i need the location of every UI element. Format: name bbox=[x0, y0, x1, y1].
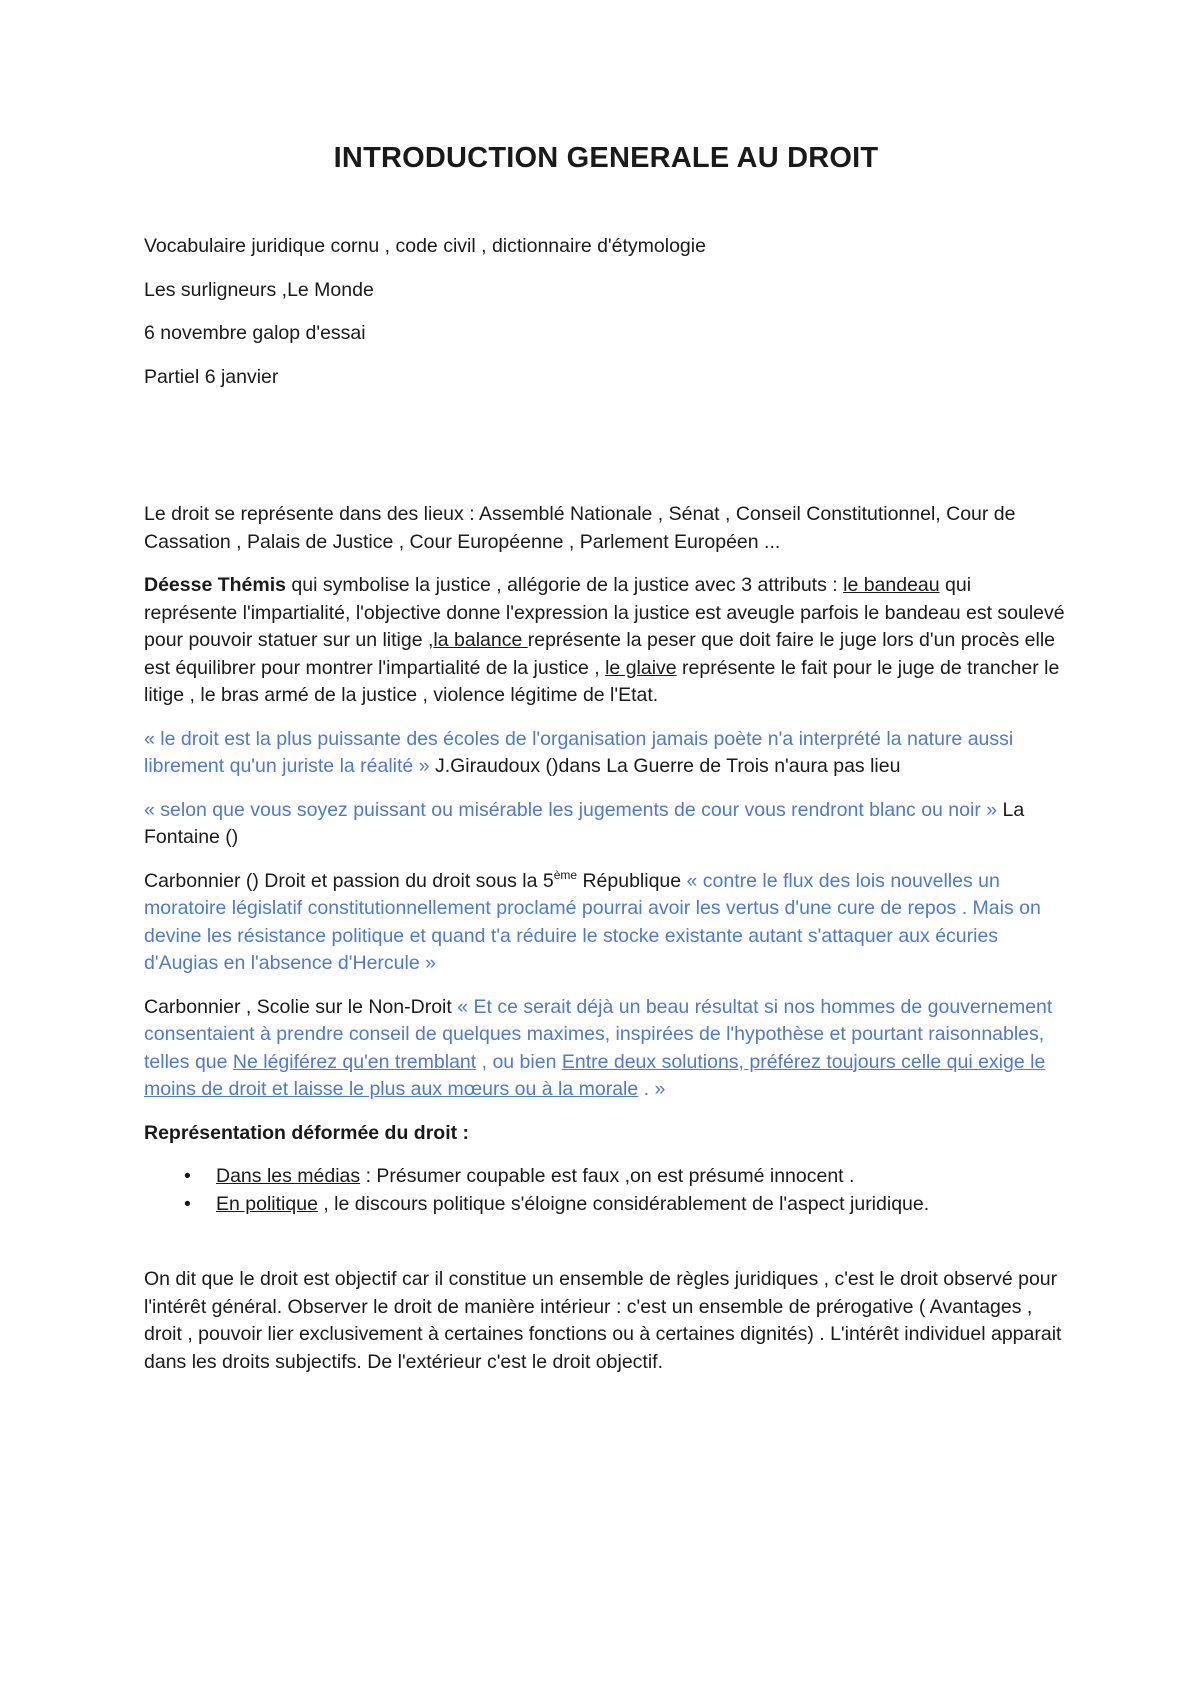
paragraph-themis bbox=[144, 572, 1068, 710]
ref-line-2: Les surligneurs ,Le Monde bbox=[144, 278, 374, 301]
list-item bbox=[184, 1163, 1068, 1191]
carbonnier2-quote-1: « Et ce serait déjà un beau résultat si nos hommes de gouvernement consentaient à prendre conseil de quelques maximes, inspirées de l'hypothèse et pourtant raisonnables, telles que bbox=[144, 995, 1053, 1073]
paragraph-carbonnier-2 bbox=[144, 994, 1068, 1104]
paragraph-fontaine bbox=[144, 797, 1068, 852]
ref-line-1: Vocabulaire juridique cornu , code civil , dictionnaire d'étymologie bbox=[144, 235, 706, 257]
carbonnier2-quote-3: . » bbox=[638, 1078, 666, 1100]
list-item-text: , le discours politique s'éloigne considérablement de l'aspect juridique. bbox=[317, 1192, 930, 1215]
carbonnier2-quote-2: , ou bien bbox=[476, 1050, 562, 1073]
list-item-label: En politique bbox=[216, 1192, 318, 1215]
bullet-icon: • bbox=[184, 1192, 191, 1215]
carbonnier2-maxim-1: Ne légiférez qu'en tremblant bbox=[232, 1050, 477, 1073]
themis-text-1: qui symbolise la justice , allégorie de la justice avec 3 attributs : bbox=[286, 574, 844, 596]
paragraph-lieux: Le droit se représente dans des lieux : Assemblé Nationale , Sénat , Conseil Constitutionnel, Cour de Cassation , Palais de Justice , Cour Européenne , Parlement Européen ... bbox=[144, 503, 1016, 553]
themis-text-3: représente la peser que doit faire le juge lors d'un procès elle est équilibrer pour montrer l'impartialité de la justice , bbox=[144, 629, 1056, 679]
document-title: INTRODUCTION GENERALE AU DROIT bbox=[333, 142, 879, 174]
themis-text-2: qui représente l'impartialité, l'objective donne l'expression la justice est aveugle parfois le bandeau est soulevé pour pouvoir statuer sur un litige , bbox=[144, 574, 1065, 651]
themis-heading: Déesse Thémis bbox=[144, 574, 286, 596]
paragraph-giraudoux bbox=[144, 726, 1068, 781]
themis-balance: la balance bbox=[433, 629, 528, 651]
themis-bandeau: le bandeau bbox=[843, 574, 940, 596]
ref-line-3: 6 novembre galop d'essai bbox=[144, 322, 366, 344]
themis-text-4: représente le fait pour le juge de trancher le litige , le bras armé de la justice , violence légitime de l'Etat. bbox=[144, 656, 1060, 706]
giraudoux-quote: « le droit est la plus puissante des écoles de l'organisation jamais poète n'a interprété la nature aussi librement qu'un juriste la réalité » bbox=[144, 727, 1014, 777]
paragraph-carbonnier-1 bbox=[144, 868, 1068, 978]
carbonnier1-text-2: République bbox=[577, 869, 687, 892]
deformee-list bbox=[144, 1163, 1068, 1218]
list-item-label: Dans les médias bbox=[216, 1165, 361, 1187]
carbonnier1-sup: ème bbox=[553, 867, 578, 882]
list-item bbox=[184, 1191, 1068, 1219]
carbonnier2-maxim-2: Entre deux solutions, préférez toujours celle qui exige le moins de droit et laisse le plus aux mœurs ou à la morale bbox=[144, 1050, 1046, 1100]
ref-line-4: Partiel 6 janvier bbox=[144, 365, 279, 388]
fontaine-source: La Fontaine () bbox=[144, 798, 1025, 848]
giraudoux-source: J.Giraudoux ()dans La Guerre de Trois n'aura pas lieu bbox=[429, 755, 901, 777]
bullet-icon: • bbox=[184, 1165, 191, 1187]
themis-glaive: le glaive bbox=[605, 656, 677, 679]
carbonnier1-quote: « contre le flux des lois nouvelles un moratoire législatif constitutionnellement proclamé pourrai avoir les vertus d'une cure de repos . Mais on devine les résistance politique et quand t'a réduire le stocke existante autant s'attaquer aux écuries d'Augias en l'absence d'Hercule » bbox=[144, 869, 1041, 974]
carbonnier1-text-1: Carbonnier () Droit et passion du droit sous la 5 bbox=[144, 869, 554, 892]
carbonnier2-text-1: Carbonnier , Scolie sur le Non-Droit bbox=[144, 995, 458, 1018]
paragraph-objectif: On dit que le droit est objectif car il constitue un ensemble de règles juridiques , c'est le droit observé pour l'intérêt général. Observer le droit de manière intérieur : c'est un ensemble de prérogative ( Avantages , droit , pouvoir lier exclusivement à certaines fonctions ou à certaines dignités) . L'intérêt individuel apparait dans les droits subjectifs. De l'extérieur c'est le droit objectif. bbox=[144, 1268, 1062, 1373]
deformee-heading: Représentation déformée du droit : bbox=[144, 1121, 470, 1144]
fontaine-quote: « selon que vous soyez puissant ou misérable les jugements de cour vous rendront blanc ou noir » bbox=[144, 798, 998, 821]
list-item-text: : Présumer coupable est faux ,on est présumé innocent . bbox=[360, 1165, 855, 1187]
